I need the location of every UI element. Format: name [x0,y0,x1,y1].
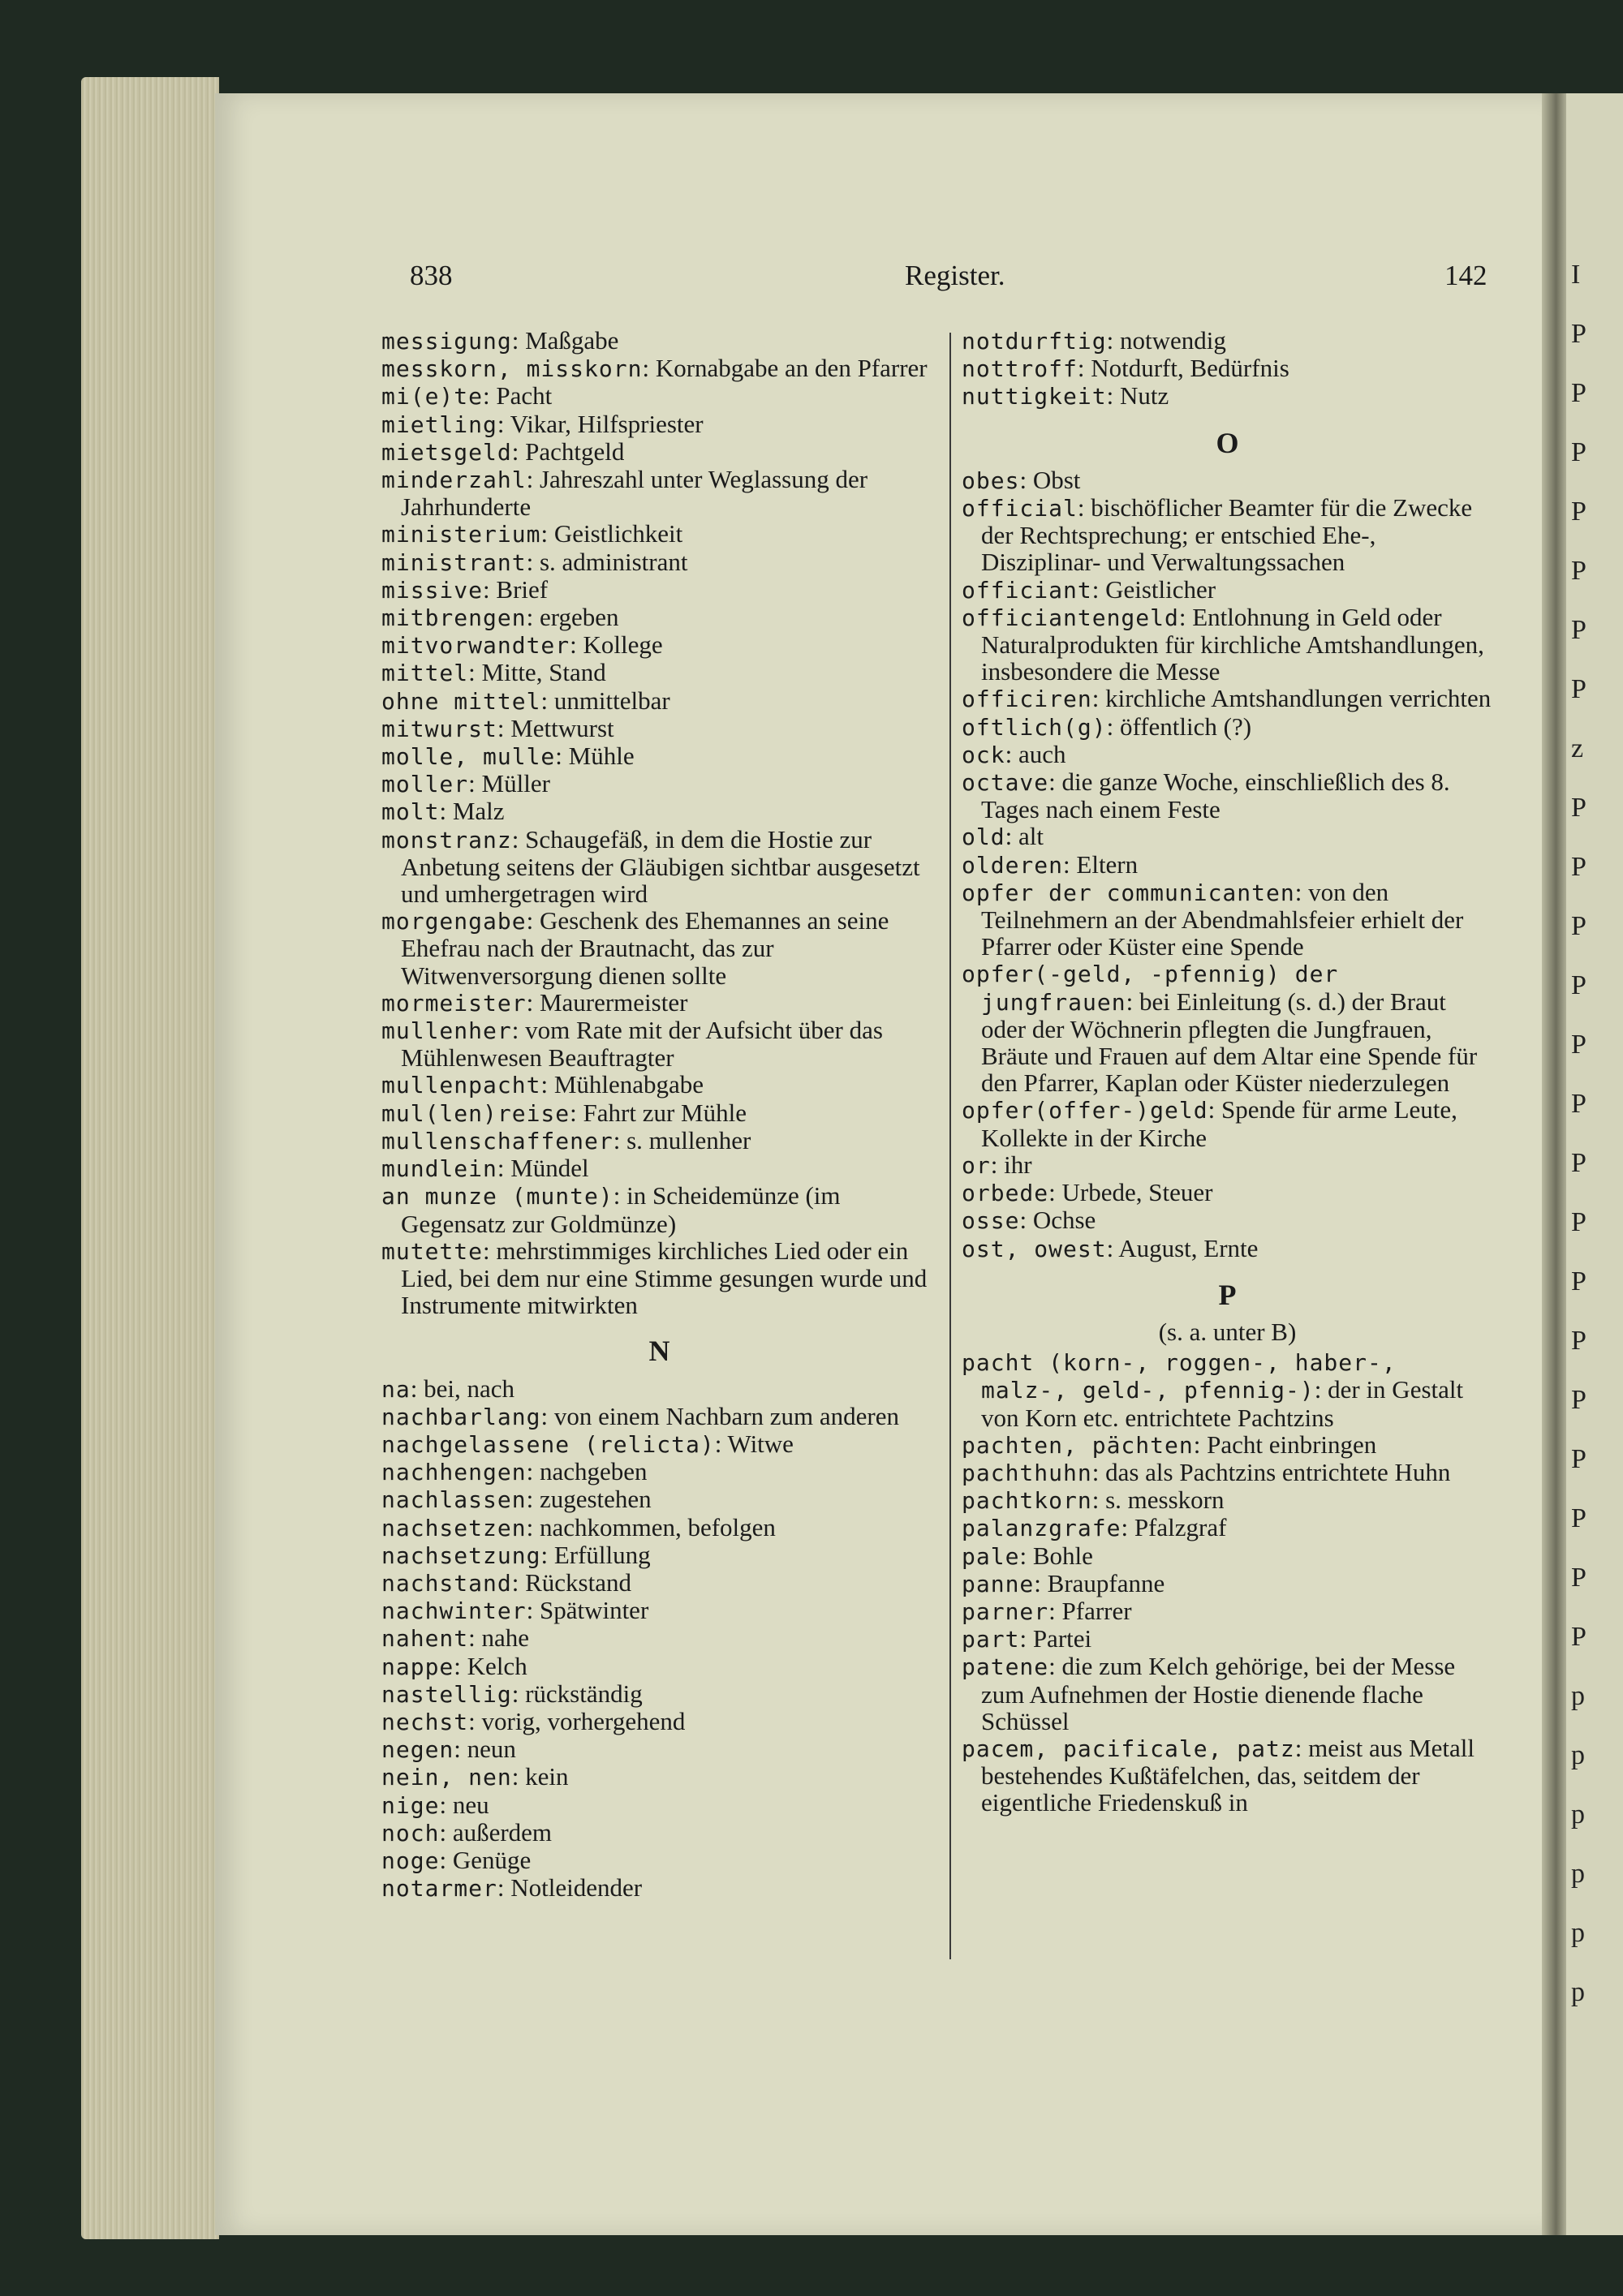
next-page-letter: P [1571,1444,1586,1474]
entry-term: ohne mittel [381,687,541,715]
entry-definition: Jahreszahl unter Weglassung der Jahrhunderte [401,465,868,522]
entry-term: nachhengen [381,1459,527,1486]
entry-definition: Mühle [568,742,635,771]
entry-definition: vorig, vorhergehend [481,1706,686,1735]
dictionary-entry: opfer(offer-)geld: Spende für arme Leute, Kollekte in der Kirche [962,1095,1457,1152]
next-page-letter: P [1571,970,1586,1000]
entry-definition: von einem Nachbarn zum anderen [553,1401,900,1430]
entry-definition: Spende für arme Leute, Kollekte in der Kirche [981,1095,1457,1152]
dictionary-entry: osse: Ochse [962,1206,1096,1235]
dictionary-entry: mullenpacht: Mühlenabgabe [381,1070,704,1099]
entry-term: olderen [962,851,1064,879]
entry-term: nachsetzung [381,1541,541,1569]
next-page-letter: p [1571,1859,1585,1889]
next-page-edge [1566,93,1623,2235]
entry-term: noge [381,1847,440,1874]
entry-definition: August, Ernte [1118,1233,1259,1262]
section-letter-n: N [648,1335,670,1368]
dictionary-entry: opfer der communicanten: von den Teilnehmern an der Abendmahlsfeier erhielt der Pfarrer oder Küster eine Spende [962,877,1464,961]
entry-definition: s. messkorn [1105,1486,1225,1515]
entry-term: pachten, pächten [962,1431,1194,1459]
entry-term: nottroff [962,355,1078,383]
dictionary-entry: pachtkorn: s. messkorn [962,1486,1225,1515]
dictionary-entry: palanzgrafe: Pfalzgraf [962,1513,1227,1542]
dictionary-entry: moller: Müller [381,769,550,798]
dictionary-entry: opfer(-geld, -pfennig) der jungfrauen: bei Einleitung (s. d.) der Braut oder der Wöchnerin pflegten die Jungfrauen, Bräute und Frauen auf dem Altar eine Spende für den Pfarrer, Kaplan oder Küster niederzulegen [962,961,1478,1098]
entry-definition: ihr [1004,1150,1032,1179]
next-page-letter: P [1571,911,1586,941]
entry-term: nachwinter [381,1597,527,1625]
next-page-letter: I [1571,260,1581,290]
entry-term: nachstand [381,1569,512,1597]
p-entries [962,1348,1493,1816]
entry-term: mullenschaffener [381,1127,613,1154]
entry-term: nastellig [381,1680,512,1708]
entry-definition: auch [1018,739,1066,768]
entry-definition: rückständig [525,1679,643,1708]
entry-definition: der in Gestalt von Korn etc. entrichtete Pachtzins [981,1375,1464,1432]
dictionary-entry: nachgelassene (relicta): Witwe [381,1429,794,1458]
entry-definition: nachgeben [539,1457,648,1486]
dictionary-entry: pachten, pächten: Pacht einbringen [962,1430,1377,1459]
entry-term: part [962,1626,1020,1653]
entry-definition: zugestehen [539,1485,652,1514]
entry-definition: Müller [481,769,550,798]
dictionary-entry: old: alt [962,822,1044,851]
entry-definition: Witwe [727,1429,794,1458]
next-page-letter: P [1571,1266,1586,1296]
dictionary-entry: molt: Malz [381,797,505,826]
entry-term: or [962,1151,991,1179]
entry-term: mitbrengen [381,604,527,632]
entry-definition: Kelch [467,1651,527,1680]
o-entries [962,467,1493,1262]
dictionary-entry: nachhengen: nachgeben [381,1457,648,1486]
dictionary-entry: nachwinter: Spätwinter [381,1596,649,1625]
entry-definition: Mitte, Stand [481,658,606,687]
dictionary-entry: nechst: vorig, vorhergehend [381,1706,686,1735]
entry-definition: Schaugefäß, in dem die Hostie zur Anbetung seitens der Gläubigen sichtbar ausgesetzt und umhergetragen wird [401,824,920,909]
dictionary-entry: mormeister: Maurermeister [381,987,688,1017]
dictionary-entry: olderen: Eltern [962,849,1139,879]
dictionary-entry: ohne mittel: unmittelbar [381,686,670,715]
entry-definition: Nutz [1119,381,1169,411]
entry-definition: Maßgabe [525,326,619,355]
dictionary-entry: nein, nen: kein [381,1762,569,1791]
entry-definition: Urbede, Steuer [1061,1178,1213,1207]
dictionary-entry: morgengabe: Geschenk des Ehemannes an seine Ehefrau nach der Brautnacht, das zur Witwenversorgung dienen sollte [381,906,889,990]
entry-definition: alt [1018,822,1044,851]
entry-definition: Fahrt zur Mühle [583,1098,747,1127]
entry-definition: neun [467,1735,516,1764]
entry-definition: Kollege [583,630,663,660]
next-page-letter: p [1571,1918,1585,1948]
dictionary-entry: pacem, pacificale, patz: meist aus Metall bestehendes Kußtäfelchen, das, seitdem der eigentliche Friedenskuß in [962,1733,1475,1817]
n-entries [381,1375,937,1903]
entry-definition: Pfalzgraf [1134,1513,1227,1542]
entry-definition: von den Teilnehmern an der Abendmahlsfeier erhielt der Pfarrer oder Küster eine Spende [981,877,1464,961]
dictionary-entry: molle, mulle: Mühle [381,742,635,771]
entry-term: pale [962,1542,1020,1570]
entry-definition: Genüge [452,1845,532,1874]
entry-term: mullenpacht [381,1072,541,1099]
entry-term: mundlein [381,1155,497,1183]
entry-definition: kein [525,1762,569,1791]
entry-term: nachbarlang [381,1403,541,1430]
page-number-left: 838 [410,260,453,291]
entry-definition: Kornabgabe an den Pfarrer [655,354,928,383]
dictionary-entry: ministrant: s. administrant [381,547,688,576]
entry-definition: Notdurft, Bedürfnis [1091,354,1289,383]
entry-term: ministerium [381,521,541,548]
dictionary-entry: nachsetzung: Erfüllung [381,1540,651,1569]
entry-definition: Geistlicher [1105,574,1216,604]
entry-definition: unmittelbar [553,686,670,715]
entry-term: opfer(-geld, -pfennig) der jungfrauen [962,961,1339,1016]
next-page-letter: P [1571,1622,1586,1652]
dictionary-entry: mitbrengen: ergeben [381,603,619,632]
entry-term: molt [381,798,440,826]
next-page-letter: P [1571,1030,1586,1060]
entry-term: mul(len)reise [381,1099,570,1127]
next-page-letter: P [1571,437,1586,467]
next-page-letter: P [1571,852,1586,882]
entry-term: officiren [962,686,1092,713]
next-page-letter: P [1571,556,1586,586]
dictionary-entry: mul(len)reise: Fahrt zur Mühle [381,1098,747,1127]
dictionary-entry: nige: neu [381,1790,489,1819]
entry-term: official [962,495,1078,522]
dictionary-entry: oftlich(g): öffentlich (?) [962,712,1252,741]
entry-term: palanzgrafe [962,1515,1121,1542]
next-page-letter: z [1571,733,1584,763]
dictionary-entry: officiant: Geistlicher [962,574,1216,604]
entry-definition: nahe [481,1623,530,1653]
dictionary-entry: nachbarlang: von einem Nachbarn zum anderen [381,1401,900,1430]
entry-term: osse [962,1207,1020,1235]
dictionary-entry: minderzahl: Jahreszahl unter Weglassung der Jahrhunderte [381,465,868,522]
entry-definition: meist aus Metall bestehendes Kußtäfelchen, das, seitdem der eigentliche Friedenskuß in [981,1733,1475,1817]
column-rule [949,333,951,1959]
entry-term: nappe [381,1653,454,1680]
dictionary-entry: pachthuhn: das als Pachtzins entrichtete Huhn [962,1457,1451,1486]
dictionary-entry: panne: Braupfanne [962,1568,1165,1597]
dictionary-entry: monstranz: Schaugefäß, in dem die Hostie zur Anbetung seitens der Gläubigen sichtbar ausgesetzt und umhergetragen wird [381,824,920,909]
dictionary-entry: pale: Bohle [962,1541,1093,1570]
entry-term: mullenher [381,1017,512,1045]
entry-definition: Vikar, Hilfspriester [510,409,704,438]
next-page-letter: p [1571,1740,1585,1770]
entry-definition: Mündel [510,1154,589,1183]
entry-term: patene [962,1653,1049,1681]
entry-term: mittel [381,660,469,687]
entry-term: morgengabe [381,908,527,935]
dictionary-entry: missive: Brief [381,574,549,604]
entry-definition: Geistlichkeit [553,519,683,548]
entry-definition: neu [452,1790,489,1819]
entry-term: missive [381,576,484,604]
entry-definition: das als Pachtzins entrichtete Huhn [1105,1457,1451,1486]
entry-term: nuttigkeit [962,383,1107,411]
section-letter-o: O [1216,426,1239,459]
dictionary-entry: mietling: Vikar, Hilfspriester [381,409,704,438]
entry-term: mietsgeld [381,438,512,466]
entry-term: mutette [381,1237,484,1265]
entry-term: nige [381,1791,440,1819]
entry-definition: Brief [496,574,549,604]
next-page-letter: P [1571,1207,1586,1237]
p-note: (s. a. unter B) [1158,1317,1297,1346]
entry-definition: s. mullenher [626,1125,751,1154]
entry-term: an munze (munte) [381,1183,613,1210]
entry-definition: außerdem [452,1817,553,1847]
entry-term: mitvorwandter [381,632,570,660]
dictionary-entry: nachstand: Rückstand [381,1567,631,1597]
entry-term: nein, nen [381,1764,512,1791]
dictionary-entry: mitwurst: Mettwurst [381,713,614,742]
entry-definition: die ganze Woche, einschließlich des 8. Tages nach einem Feste [981,767,1450,824]
entry-term: moller [381,771,469,798]
dictionary-entry: officiren: kirchliche Amtshandlungen verrichten [962,684,1492,713]
next-page-letter: P [1571,615,1586,645]
entry-term: pacht (korn-, roggen-, haber-, malz-, geld-, pfennig-) [962,1349,1397,1404]
entry-definition: notwendig [1119,326,1226,355]
dictionary-entry: part: Partei [962,1624,1092,1653]
entry-term: notarmer [381,1875,497,1903]
entry-term: pachtkorn [962,1487,1092,1515]
next-page-letter: P [1571,793,1586,823]
dictionary-entry: nottroff: Notdurft, Bedürfnis [962,354,1289,383]
next-page-letter: P [1571,1503,1586,1533]
entry-definition: bei Einleitung (s. d.) der Braut oder der Wöchnerin pflegten die Jungfrauen, Bräute und Frauen auf dem Altar eine Spende für den Pfarrer, Kaplan oder Küster niederzulegen [981,987,1478,1098]
entry-term: mi(e)te [381,383,484,411]
entry-definition: ergeben [539,603,619,632]
entry-term: opfer(offer-)geld [962,1097,1208,1124]
dictionary-entry: orbede: Urbede, Steuer [962,1178,1213,1207]
next-page-letter: P [1571,378,1586,408]
dictionary-entry: mullenher: vom Rate mit der Aufsicht über das Mühlenwesen Beauftragter [381,1016,883,1073]
entry-definition: Obst [1032,465,1081,494]
entry-term: ock [962,741,1005,768]
entry-definition: Mettwurst [510,713,614,742]
running-title: Register. [905,260,1005,291]
next-page-letter: p [1571,1799,1585,1829]
page-number-right: 142 [1444,260,1487,291]
entry-term: oftlich(g) [962,713,1107,741]
dictionary-entry: ost, owest: August, Ernte [962,1233,1259,1262]
entry-definition: nachkommen, befolgen [539,1512,776,1541]
dictionary-entry: messkorn, misskorn: Kornabgabe an den Pfarrer [381,354,928,383]
next-page-letter: P [1571,1326,1586,1356]
dictionary-entry: mietsgeld: Pachtgeld [381,436,625,466]
entry-definition: bischöflicher Beamter für die Zwecke der Rechtsprechung; er entschied Ehe-, Disziplinar- und Verwaltungssachen [981,493,1473,577]
entry-term: pacem, pacificale, patz [962,1735,1295,1762]
dictionary-entry: obes: Obst [962,465,1081,494]
entry-term: mormeister [381,989,527,1017]
dictionary-entry: mittel: Mitte, Stand [381,658,606,687]
dictionary-entry: nachsetzen: nachkommen, befolgen [381,1512,776,1541]
entry-term: molle, mulle [381,743,556,771]
entry-definition: Notleidender [510,1873,643,1903]
entry-term: nachsetzen [381,1514,527,1541]
entry-term: messigung [381,328,512,355]
entry-term: monstranz [381,826,512,853]
entry-definition: s. administrant [539,547,688,576]
entry-definition: Pacht [496,381,553,411]
dictionary-entry: nachlassen: zugestehen [381,1485,652,1514]
dictionary-entry: pacht (korn-, roggen-, haber-, malz-, geld-, pfennig-): der in Gestalt von Korn etc. entrichtete Pachtzins [962,1349,1464,1432]
next-page-letter: P [1571,1148,1586,1178]
dictionary-entry: mi(e)te: Pacht [381,381,553,411]
dictionary-entry: official: bischöflicher Beamter für die Zwecke der Rechtsprechung; er entschied Ehe-, Disziplinar- und Verwaltungssachen [962,493,1473,577]
entry-definition: Partei [1032,1624,1092,1653]
dictionary-entry: mitvorwandter: Kollege [381,630,663,660]
entry-definition: Rückstand [525,1567,631,1597]
right-column [962,327,1493,1817]
entry-term: mitwurst [381,715,497,742]
entry-term: mietling [381,411,497,438]
dictionary-entry: notdurftig: notwendig [962,326,1226,355]
dictionary-entry: octave: die ganze Woche, einschließlich des 8. Tages nach einem Feste [962,767,1450,824]
entry-definition: Spätwinter [539,1596,649,1625]
dictionary-entry: nuttigkeit: Nutz [962,381,1169,411]
entry-term: obes [962,467,1020,494]
entry-term: parner [962,1597,1049,1625]
entry-definition: öffentlich (?) [1119,712,1252,741]
dictionary-entry: mutette: mehrstimmiges kirchliches Lied oder ein Lied, bei dem nur eine Stimme gesungen wurde und Instrumente mitwirkten [381,1236,928,1320]
next-page-letter: P [1571,1563,1586,1593]
dictionary-entry: nappe: Kelch [381,1651,527,1680]
entry-term: noch [381,1819,440,1847]
dictionary-entry: mundlein: Mündel [381,1154,589,1183]
entry-term: negen [381,1736,454,1764]
next-page-letter: P [1571,319,1586,349]
entry-term: nahent [381,1625,469,1653]
left-column [381,327,937,1902]
entry-term: nachlassen [381,1486,527,1514]
entry-term: notdurftig [962,328,1107,355]
next-page-letter: P [1571,674,1586,704]
n-entries-continued [962,327,1493,411]
dictionary-entry: noge: Genüge [381,1845,532,1874]
entry-definition: Erfüllung [553,1540,651,1569]
entry-term: officiant [962,576,1092,604]
next-page-letter: p [1571,1977,1585,2007]
entry-definition: Malz [452,797,505,826]
entry-term: minderzahl [381,467,527,494]
section-letter-p: P [1218,1278,1237,1311]
dictionary-entry: na: bei, nach [381,1374,514,1403]
book-edge [81,77,219,2239]
entry-definition: Pachtgeld [525,436,625,466]
entry-definition: mehrstimmiges kirchliches Lied oder ein Lied, bei dem nur eine Stimme gesungen wurde und Instrumente mitwirkten [401,1236,928,1320]
dictionary-entry: notarmer: Notleidender [381,1873,643,1903]
dictionary-entry: patene: die zum Kelch gehörige, bei der Messe zum Aufnehmen der Hostie dienende flache Schüssel [962,1652,1456,1735]
dictionary-entry: parner: Pfarrer [962,1596,1132,1625]
next-page-letter: P [1571,497,1586,527]
entry-definition: die zum Kelch gehörige, bei der Messe zum Aufnehmen der Hostie dienende flache Schüssel [981,1652,1456,1735]
entry-term: orbede [962,1180,1049,1207]
entry-definition: Mühlenabgabe [553,1070,704,1099]
dictionary-entry: or: ihr [962,1150,1032,1179]
entry-definition: Pacht einbringen [1207,1430,1377,1459]
entry-definition: Geschenk des Ehemannes an seine Ehefrau nach der Brautnacht, das zur Witwenversorgung dienen sollte [401,906,889,990]
next-page-letter: P [1571,1089,1586,1119]
dictionary-entry: negen: neun [381,1735,516,1764]
entry-term: pachthuhn [962,1459,1092,1486]
dictionary-entry: nastellig: rückständig [381,1679,643,1708]
entry-term: octave [962,769,1049,797]
entry-definition: vom Rate mit der Aufsicht über das Mühlenwesen Beauftragter [401,1016,883,1073]
entry-term: officiantengeld [962,604,1179,631]
entry-definition: Ochse [1032,1206,1096,1235]
entry-term: ost, owest [962,1235,1107,1262]
dictionary-entry: an munze (munte): in Scheidemünze (im Gegensatz zur Goldmünze) [381,1181,841,1238]
next-page-letter: P [1571,1385,1586,1415]
entry-term: opfer der communicanten [962,879,1295,906]
dictionary-entry: mullenschaffener: s. mullenher [381,1125,751,1154]
entry-definition: Eltern [1076,849,1139,879]
next-page-letter: p [1571,1681,1585,1711]
entry-term: old [962,823,1005,851]
entry-term: nechst [381,1708,469,1735]
entry-definition: Pfarrer [1061,1596,1132,1625]
entry-definition: kirchliche Amtshandlungen verrichten [1105,684,1492,713]
dictionary-entry: noch: außerdem [381,1817,553,1847]
entry-term: ministrant [381,548,527,576]
entry-definition: bei, nach [424,1374,514,1403]
dictionary-entry: ock: auch [962,739,1066,768]
entry-definition: Bohle [1032,1541,1093,1570]
entry-definition: in Scheidemünze (im Gegensatz zur Goldmünze) [401,1181,841,1238]
dictionary-entry: ministerium: Geistlichkeit [381,519,683,548]
dictionary-entry: nahent: nahe [381,1623,530,1653]
entry-definition: Maurermeister [539,987,688,1017]
entry-definition: Entlohnung in Geld oder Naturalprodukten für kirchliche Amtshandlungen, insbesondere die Messe [981,602,1484,686]
m-entries [381,327,937,1318]
entry-definition: Braupfanne [1047,1568,1165,1597]
entry-term: messkorn, misskorn [381,355,643,383]
dictionary-entry: messigung: Maßgabe [381,326,619,355]
entry-term: nachgelassene (relicta) [381,1430,715,1458]
entry-term: na [381,1375,411,1403]
entry-term: panne [962,1570,1035,1597]
dictionary-entry: officiantengeld: Entlohnung in Geld oder Naturalprodukten für kirchliche Amtshandlungen, insbesondere die Messe [962,602,1484,686]
